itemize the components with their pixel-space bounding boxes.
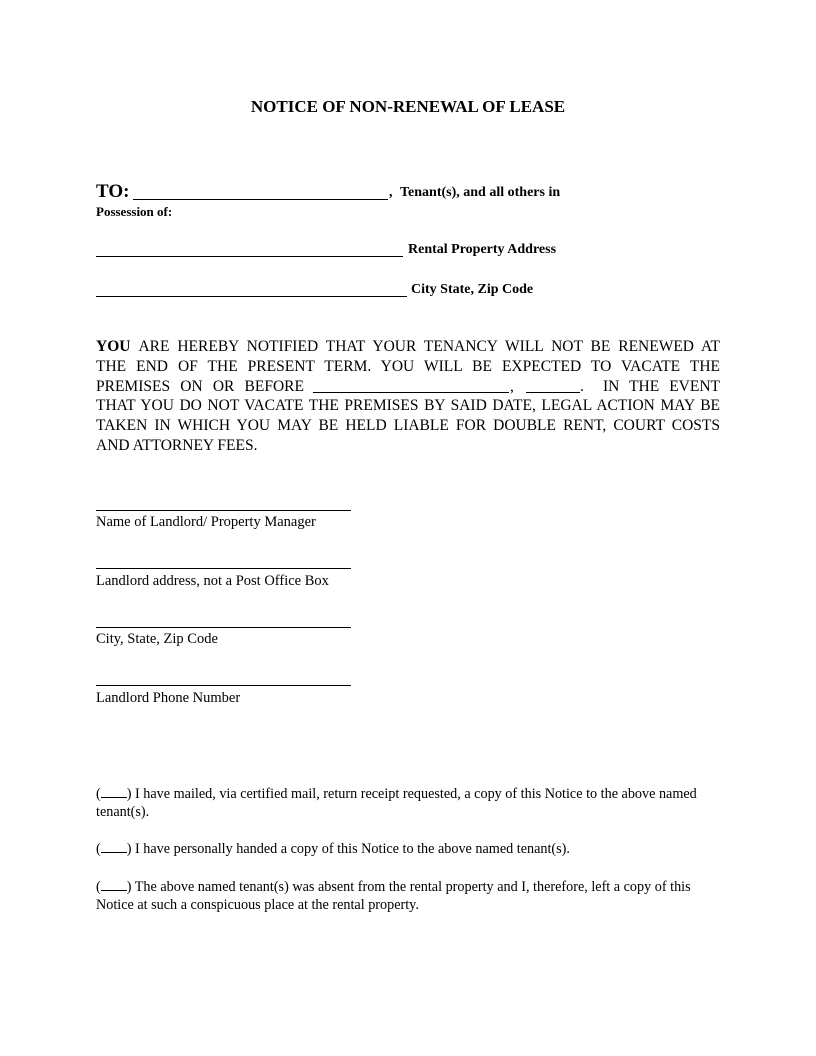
- city-state-zip-label: City State, Zip Code: [411, 282, 534, 297]
- notice-line-5: TAKEN IN WHICH YOU MAY BE HELD LIABLE FOR DOUBLE RENT, COURT COSTS: [96, 417, 720, 434]
- notice-line-3c: .: [580, 378, 584, 395]
- notice-line-2: THE END OF THE PRESENT TERM. YOU WILL BE EXPECTED TO VACATE THE: [96, 358, 720, 375]
- notice-you: YOU: [96, 338, 131, 355]
- tenant-text: Tenant(s), and all others in: [400, 185, 561, 200]
- tenant-name-blank[interactable]: [133, 199, 388, 200]
- landlord-city-label: City, State, Zip Code: [96, 631, 218, 647]
- option-mailed-text: I have mailed, via certified mail, return receipt requested, a copy of this Notice to the above named tenant(s).: [96, 786, 697, 820]
- landlord-name-label: Name of Landlord/ Property Manager: [96, 514, 316, 530]
- notice-line-4: THAT YOU DO NOT VACATE THE PREMISES BY SAID DATE, LEGAL ACTION MAY BE: [96, 397, 720, 414]
- option-handed-text: I have personally handed a copy of this Notice to the above named tenant(s).: [135, 841, 570, 857]
- possession-text: Possession of:: [96, 204, 173, 219]
- notice-line-1: ARE HEREBY NOTIFIED THAT YOUR TENANCY WILL NOT BE RENEWED AT: [138, 338, 720, 355]
- notice-line-3a: PREMISES ON OR BEFORE: [96, 378, 304, 395]
- option-posted: ( ) The above named tenant(s) was absent from the rental property and I, therefore, left a copy of this Notice at such a conspicuous place at the rental property.: [96, 879, 691, 913]
- option-posted-text: The above named tenant(s) was absent from the rental property and I, therefore, left a copy of this Notice at such a conspicuous place at the rental property.: [96, 879, 691, 913]
- landlord-address-label: Landlord address, not a Post Office Box: [96, 573, 329, 589]
- landlord-phone-label: Landlord Phone Number: [96, 690, 241, 706]
- to-label: TO:: [96, 181, 130, 202]
- rental-address-label: Rental Property Address: [408, 242, 557, 257]
- vacate-date-blank[interactable]: [313, 392, 509, 393]
- document-title: NOTICE OF NON-RENEWAL OF LEASE: [250, 97, 566, 116]
- landlord-city-blank[interactable]: [96, 627, 351, 628]
- vacate-year-blank[interactable]: [526, 392, 580, 393]
- notice-line-3b: ,: [510, 378, 514, 395]
- option-mailed-checkbox[interactable]: [101, 785, 127, 798]
- landlord-name-blank[interactable]: [96, 510, 351, 511]
- rental-address-blank[interactable]: [96, 256, 403, 257]
- notice-line-6: AND ATTORNEY FEES.: [96, 437, 258, 454]
- city-state-zip-blank[interactable]: [96, 296, 407, 297]
- option-handed-checkbox[interactable]: [101, 840, 127, 853]
- landlord-address-blank[interactable]: [96, 568, 351, 569]
- to-comma: ,: [389, 185, 393, 200]
- option-handed: ( ) I have personally handed a copy of this Notice to the above named tenant(s).: [96, 841, 570, 857]
- option-mailed: ( ) I have mailed, via certified mail, return receipt requested, a copy of this Notice to the above named tenant(s).: [96, 786, 697, 820]
- notice-line-3d: IN THE EVENT: [603, 378, 720, 395]
- landlord-phone-blank[interactable]: [96, 685, 351, 686]
- option-posted-checkbox[interactable]: [101, 878, 127, 891]
